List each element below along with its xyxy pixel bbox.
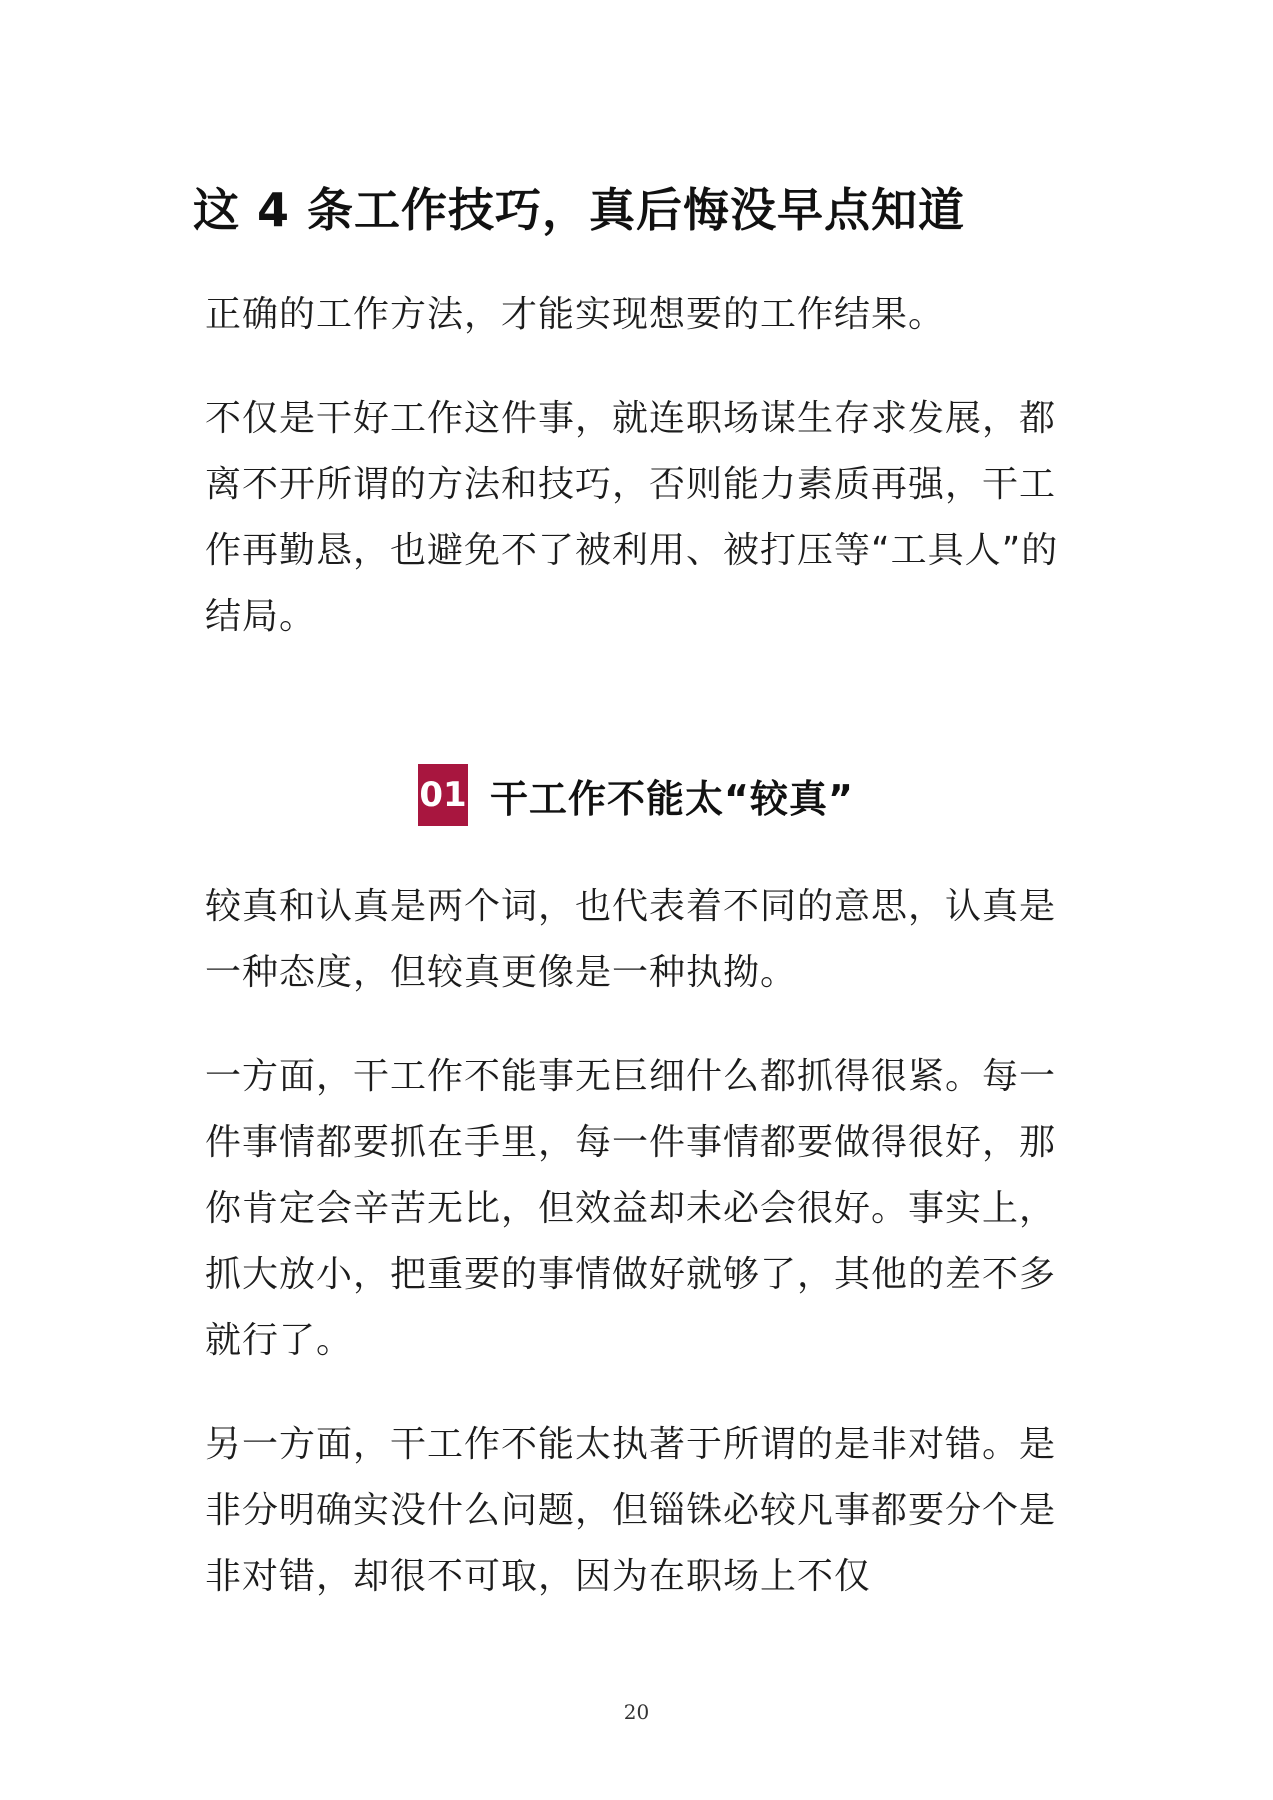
intro-paragraph-2: 不仅是干好工作这件事，就连职场谋生存求发展，都离不开所谓的方法和技巧，否则能力素质再强，干工作再勤恳，也避免不了被利用、被打压等“工具人”的结局。 xyxy=(205,398,1059,637)
section-title: 干工作不能太“较真” xyxy=(490,776,854,821)
page-number: 20 xyxy=(623,1700,650,1724)
section-paragraph-1: 较真和认真是两个词，也代表着不同的意思，认真是一种态度，但较真更像是一种执拗。 xyxy=(205,886,1057,993)
section-heading xyxy=(418,764,854,826)
section-paragraph-2: 一方面，干工作不能事无巨细什么都抓得很紧。每一件事情都要抓在手里，每一件事情都要做得很好，那你肯定会辛苦无比，但效益却未必会很好。事实上，抓大放小，把重要的事情做好就够了，其他的差不多就行了。 xyxy=(205,1056,1057,1361)
section-number-badge: 01 xyxy=(418,764,468,826)
article-title: 这 4 条工作技巧，真后悔没早点知道 xyxy=(193,183,966,237)
intro-paragraph-1: 正确的工作方法，才能实现想要的工作结果。 xyxy=(205,294,946,335)
section-paragraph-3: 另一方面，干工作不能太执著于所谓的是非对错。是非分明确实没什么问题，但锱铢必较凡事都要分个是非对错，却很不可取，因为在职场上不仅 xyxy=(205,1424,1057,1597)
